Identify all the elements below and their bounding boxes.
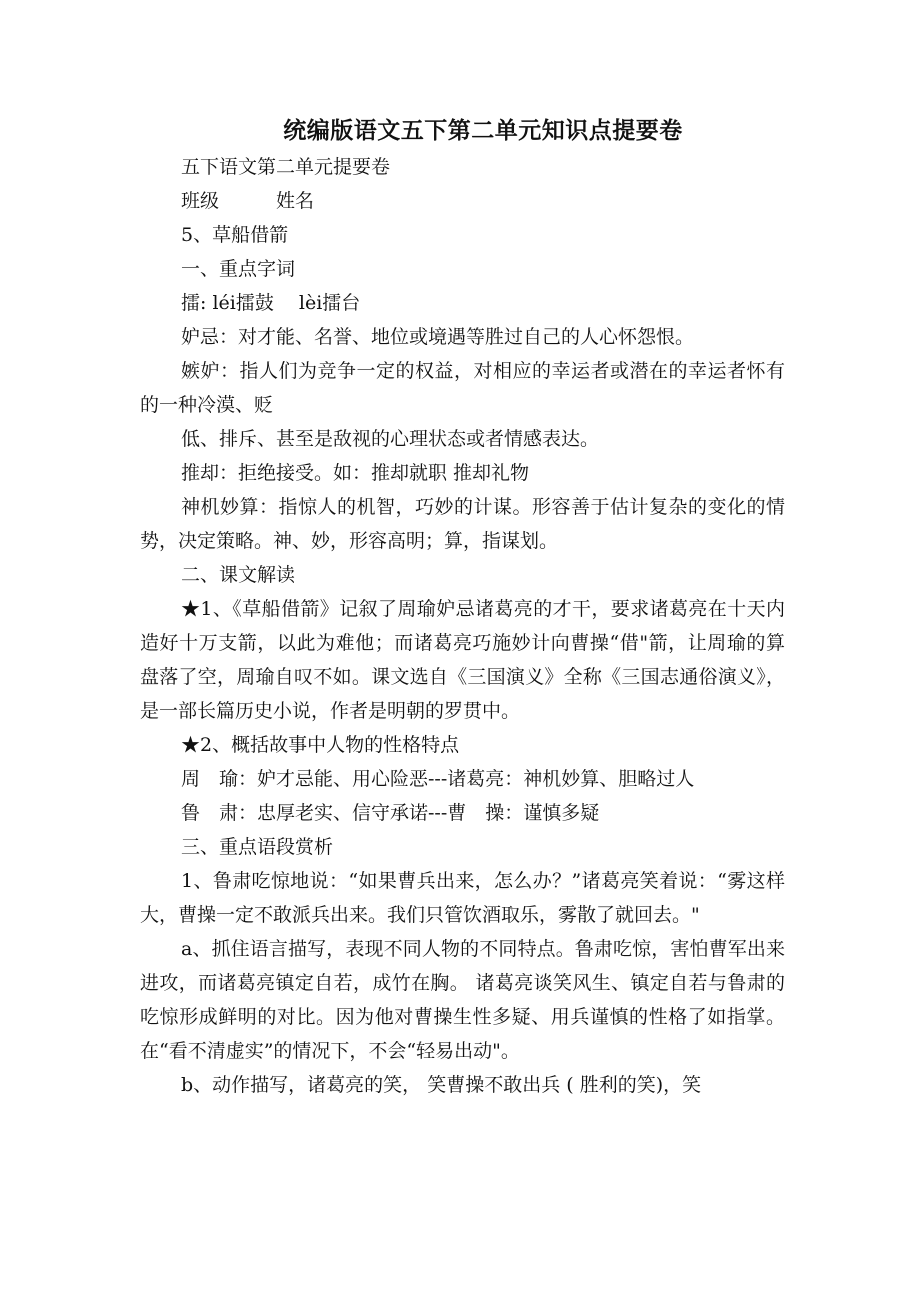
character-traits-line-1: 周 瑜：妒才忌能、用心险恶---诸葛亮：神机妙算、胆略过人 xyxy=(181,768,695,790)
lesson-heading: 5、草船借箭 xyxy=(181,224,289,246)
analysis-quote-1: 1、鲁肃吃惊地说：“如果曹兵出来，怎么办？”诸葛亮笑着说：“雾这样大，曹操一定不敢派兵出来。我们只管饮酒取乐，雾散了就回去。" xyxy=(140,870,785,926)
document-body xyxy=(140,150,785,1102)
interpretation-paragraph-1: ★1、《草船借箭》记叙了周瑜妒忌诸葛亮的才干，要求诸葛亮在十天内造好十万支箭，以此为难他；而诸葛亮巧施妙计向曹操“借"箭，让周瑜的算盘落了空，周瑜自叹不如。课文选自《三国演义》全称《三国志通俗演义》，是一部长篇历史小说，作者是明朝的罗贯中。 xyxy=(140,598,785,722)
vocab-item-lei: 擂: léi擂鼓 lèi擂台 xyxy=(181,292,361,314)
section-heading-vocabulary: 一、重点字词 xyxy=(181,258,296,280)
document-title: 统编版语文五下第二单元知识点提要卷 xyxy=(283,118,683,144)
paper-subtitle: 五下语文第二单元提要卷 xyxy=(181,156,391,178)
vocab-item-duji: 妒忌：对才能、名誉、地位或境遇等胜过自己的人心怀怨恨。 xyxy=(181,326,695,348)
character-traits-line-2: 鲁 肃：忠厚老实、信守承诺---曹 操：谨慎多疑 xyxy=(181,802,600,824)
vocab-item-shenjimiaosuan: 神机妙算：指惊人的机智，巧妙的计谋。形容善于估计复杂的变化的情势，决定策略。神、妙，形容高明；算，指谋划。 xyxy=(140,496,785,552)
section-heading-interpretation: 二、课文解读 xyxy=(181,564,296,586)
section-heading-analysis: 三、重点语段赏析 xyxy=(181,836,334,858)
vocab-item-tuique: 推却：拒绝接受。如：推却就职 推却礼物 xyxy=(181,462,530,484)
vocab-item-jidu: 嫉妒：指人们为竞争一定的权益，对相应的幸运者或潜在的幸运者怀有的一种冷漠、贬 xyxy=(140,360,785,416)
analysis-point-b: b、动作描写，诸葛亮的笑， 笑曹操不敢出兵 ( 胜利的笑)，笑 xyxy=(181,1074,702,1096)
interpretation-paragraph-2: ★2、概括故事中人物的性格特点 xyxy=(181,734,460,756)
class-name-line: 班级 姓名 xyxy=(181,190,315,212)
vocab-item-jidu-continued: 低、排斥、甚至是敌视的心理状态或者情感表达。 xyxy=(181,428,600,450)
analysis-point-a: a、抓住语言描写，表现不同人物的不同特点。鲁肃吃惊，害怕曹军出来进攻，而诸葛亮镇定自若，成竹在胸。 诸葛亮谈笑风生、镇定自若与鲁肃的吃惊形成鲜明的对比。因为他对曹操生性多疑、用兵谨慎的性格了如指掌。在“看不清虚实”的情况下，不会“轻易出动"。 xyxy=(140,938,785,1062)
